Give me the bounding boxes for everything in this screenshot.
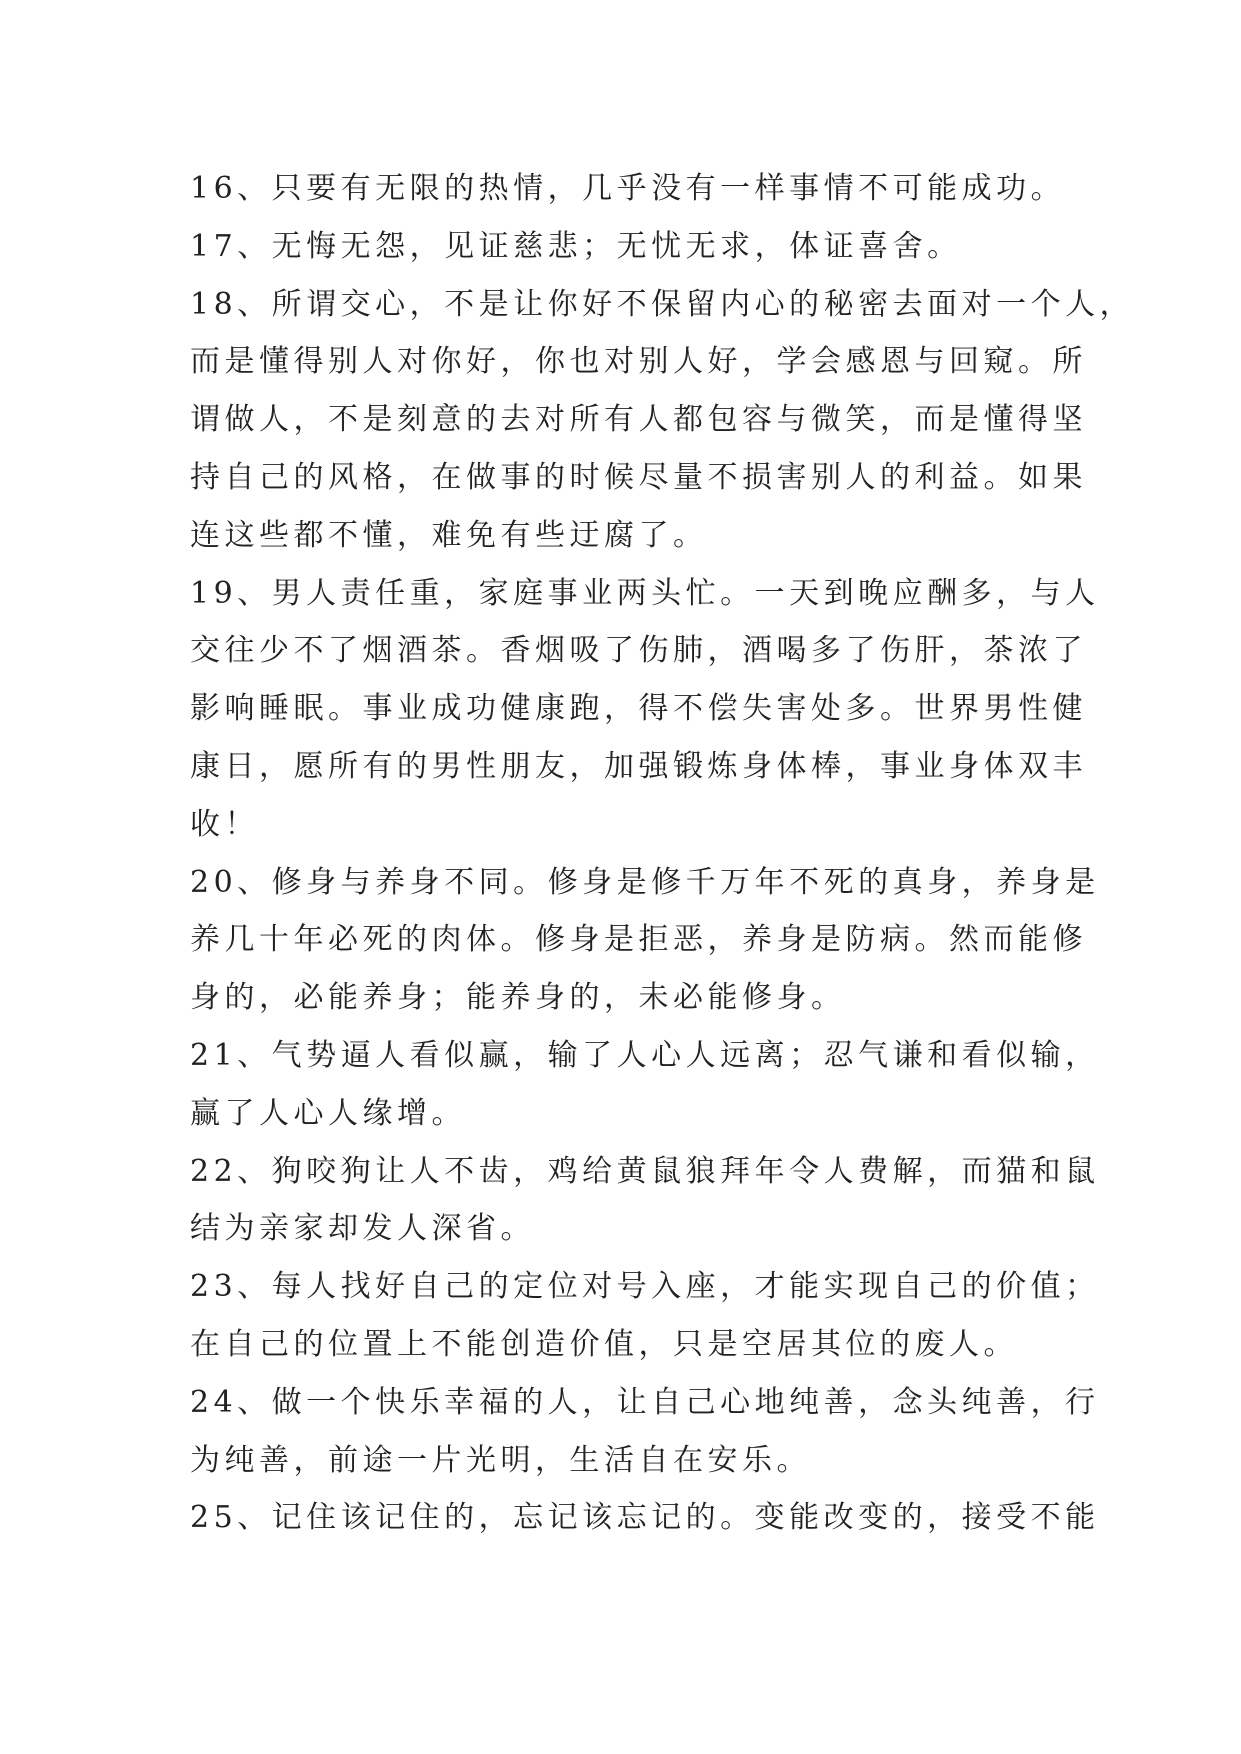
text-line: 16、只要有无限的热情，几乎没有一样事情不可能成功。: [190, 171, 1066, 206]
text-line: 赢了人心人缘增。: [190, 1095, 466, 1131]
text-line: 20、修身与养身不同。修身是修千万年不死的真身，养身是: [190, 864, 1100, 900]
text-line: 养几十年必死的肉体。修身是拒恶，养身是防病。然而能修: [190, 922, 1087, 958]
text-line: 18、所谓交心，不是让你好不保留内心的秘密去面对一个人，: [190, 286, 1135, 322]
text-line: 谓做人，不是刻意的去对所有人都包容与微笑，而是懂得坚: [190, 402, 1087, 438]
text-line: 结为亲家却发人深省。: [190, 1211, 535, 1247]
text-line: 25、记住该记住的，忘记该忘记的。变能改变的，接受不能: [190, 1500, 1100, 1536]
text-line: 24、做一个快乐幸福的人，让自己心地纯善，念头纯善，行: [190, 1384, 1100, 1420]
text-line: 为纯善，前途一片光明，生活自在安乐。: [190, 1442, 811, 1478]
text-line: 交往少不了烟酒茶。香烟吸了伤肺，酒喝多了伤肝，茶浓了: [190, 633, 1087, 669]
text-line: 23、每人找好自己的定位对号入座，才能实现自己的价值；: [190, 1269, 1100, 1305]
text-line: 收！: [190, 806, 259, 842]
text-line: 康日，愿所有的男性朋友，加强锻炼身体棒，事业身体双丰: [190, 748, 1087, 784]
text-line: 而是懂得别人对你好，你也对别人好，学会感恩与回窥。所: [190, 344, 1087, 380]
text-line: 身的，必能养身；能养身的，未必能修身。: [190, 980, 846, 1016]
text-line: 在自己的位置上不能创造价值，只是空居其位的废人。: [190, 1326, 1018, 1362]
text-line: 持自己的风格，在做事的时候尽量不损害别人的利益。如果: [190, 459, 1087, 495]
text-line: 连这些都不懂，难免有些迂腐了。: [190, 517, 708, 553]
text-line: 21、气势逼人看似赢，输了人心人远离；忍气谦和看似输，: [190, 1037, 1100, 1073]
text-line: 17、无悔无怨，见证慈悲；无忧无求，体证喜舍。: [190, 228, 962, 264]
text-line: 22、狗咬狗让人不齿，鸡给黄鼠狼拜年令人费解，而猫和鼠: [190, 1153, 1100, 1189]
text-line: 影响睡眠。事业成功健康跑，得不偿失害处多。世界男性健: [190, 691, 1087, 727]
quote-text-block: [190, 160, 1135, 1547]
text-line: 19、男人责任重，家庭事业两头忙。一天到晚应酬多，与人: [190, 575, 1100, 611]
